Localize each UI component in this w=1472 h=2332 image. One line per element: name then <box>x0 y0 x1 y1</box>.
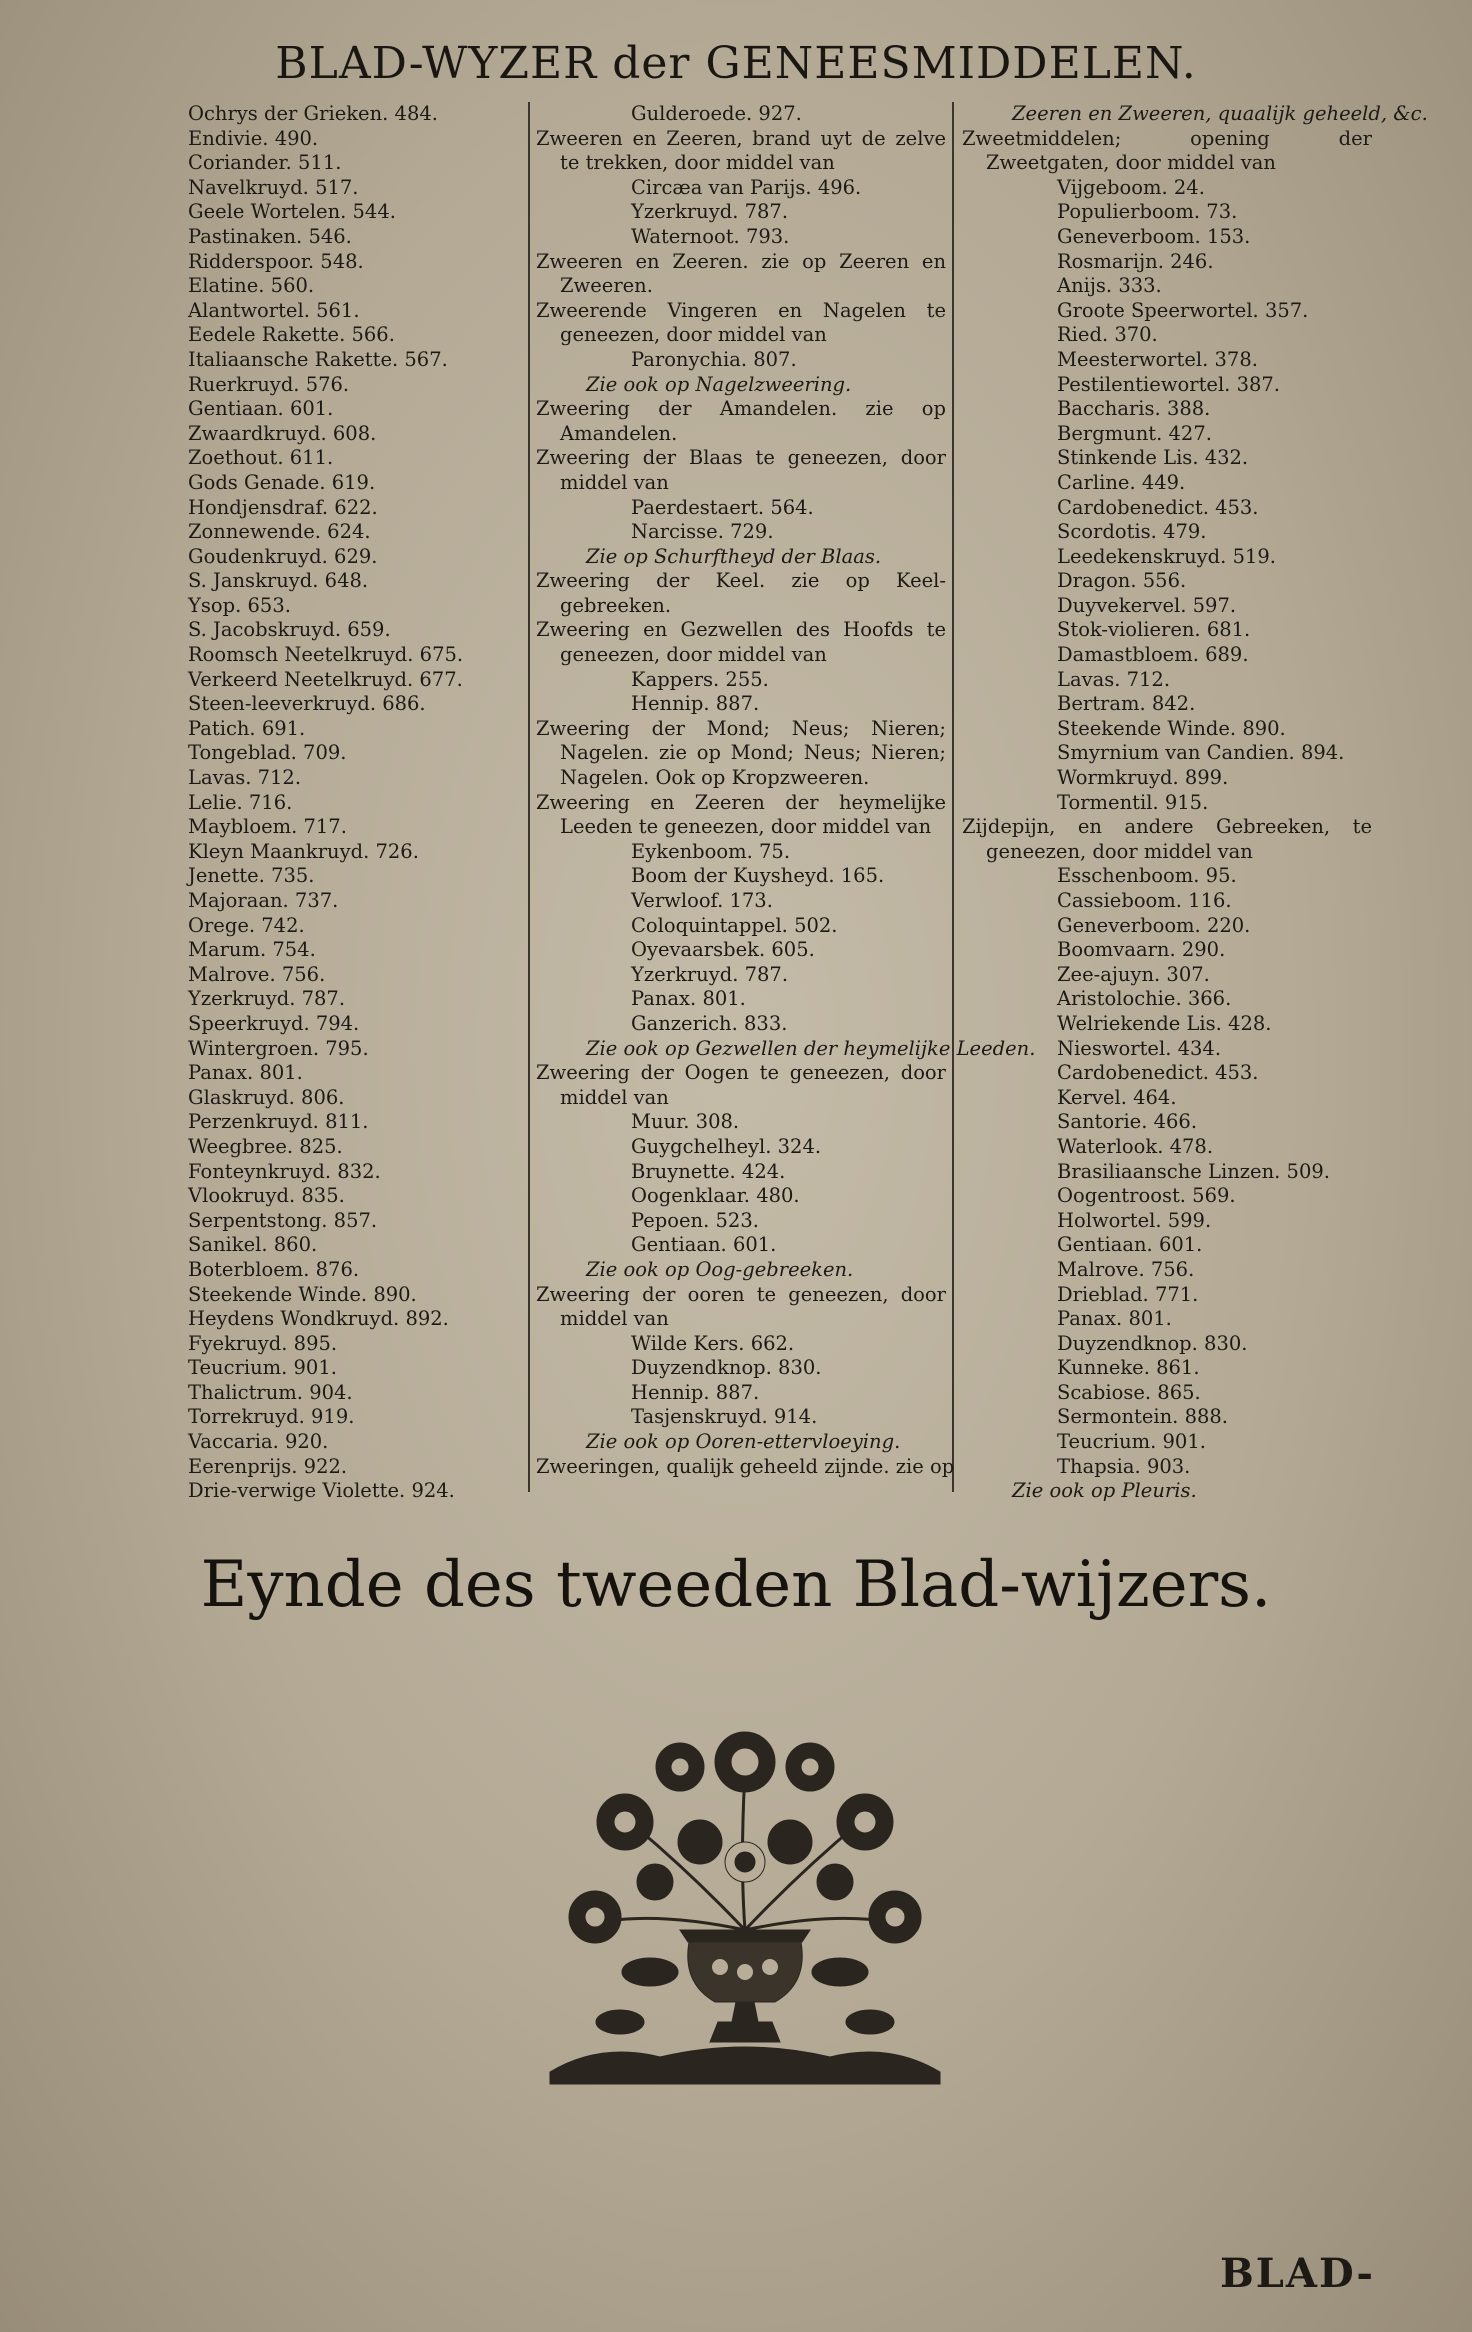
index-entry: Esschenboom. 95. <box>1057 864 1237 888</box>
index-column-3 <box>962 102 1428 1503</box>
index-entry: Zijdepijn, en andere Gebreeken, te geneezen, door middel van <box>962 815 1372 863</box>
index-entry: Drieblad. 771. <box>1057 1282 1199 1306</box>
index-entry: Zie ook op Ooren-ettervloeying. <box>586 1430 901 1454</box>
index-entry: Populierboom. 73. <box>1057 200 1238 224</box>
index-entry: Vaccaria. 920. <box>188 1430 329 1454</box>
index-entry: Guygchelheyl. 324. <box>631 1134 822 1158</box>
index-entry: Lavas. 712. <box>188 766 302 790</box>
index-entry: Leedekenskruyd. 519. <box>1057 544 1276 568</box>
index-entry: Zee-ajuyn. 307. <box>1057 962 1210 986</box>
index-entry: Ried. 370. <box>1057 323 1158 347</box>
index-entry: Vlookruyd. 835. <box>188 1184 345 1208</box>
index-entry: Eerenprijs. 922. <box>188 1454 348 1478</box>
index-entry: Zweeren en Zeeren. zie op Zeeren en Zweeren. <box>536 249 946 298</box>
index-entry: Aristolochie. 366. <box>1057 987 1232 1011</box>
index-entry: Patich. 691. <box>188 716 306 740</box>
index-entry: Lelie. 716. <box>188 790 293 814</box>
index-entry: Paronychia. 807. <box>631 347 797 371</box>
index-entry: Gods Genade. 619. <box>188 470 376 494</box>
index-entry: Yzerkruyd. 787. <box>188 987 346 1011</box>
index-entry: Zweeren en Zeeren, brand uyt de zelve te trekken, door middel van <box>536 126 946 175</box>
index-entry: Malrove. 756. <box>188 962 326 986</box>
index-entry: Hondjensdraf. 622. <box>188 495 378 519</box>
index-entry: Nieswortel. 434. <box>1057 1036 1222 1060</box>
index-entry: Teucrium. 901. <box>188 1356 337 1380</box>
index-entry: Thapsia. 903. <box>1057 1454 1191 1478</box>
index-entry: Navelkruyd. 517. <box>188 175 359 199</box>
index-entry: Majoraan. 737. <box>188 889 339 912</box>
index-entry: Goudenkruyd. 629. <box>188 544 378 568</box>
index-entry: Zweering der Keel. zie op Keel-gebreeken. <box>536 569 946 617</box>
index-entry: Verwloof. 173. <box>631 889 773 912</box>
index-entry: Eykenboom. 75. <box>631 839 791 863</box>
index-entry: Gentiaan. 601. <box>188 397 334 421</box>
index-entry: Duyzendknop. 830. <box>1057 1331 1248 1355</box>
index-entry: Ridderspoor. 548. <box>188 249 364 273</box>
index-entry: Pastinaken. 546. <box>188 224 352 248</box>
index-entry: Tormentil. 915. <box>1057 790 1209 814</box>
index-entry: Bertram. 842. <box>1057 692 1196 716</box>
index-entry: Ochrys der Grieken. 484. <box>188 102 438 125</box>
index-entry: Gentiaan. 601. <box>631 1233 777 1257</box>
index-entry: Zweering der Oogen te geneezen, door middel van <box>536 1061 946 1109</box>
index-entry: Endivie. 490. <box>188 126 319 150</box>
index-entry: Zweering der Amandelen. zie op Amandelen. <box>536 397 946 445</box>
index-entry: Geele Wortelen. 544. <box>188 200 396 224</box>
index-entry: Zie ook op Oog-gebreeken. <box>586 1257 854 1281</box>
index-entry: Perzenkruyd. 811. <box>188 1110 369 1134</box>
index-entry: Verkeerd Neetelkruyd. 677. <box>188 667 463 691</box>
index-entry: Fyekruyd. 895. <box>188 1331 338 1355</box>
index-entry: Lavas. 712. <box>1057 667 1171 691</box>
index-entry: Oyevaarsbek. 605. <box>631 938 815 962</box>
index-entry: Brasiliaansche Linzen. 509. <box>1057 1159 1330 1183</box>
index-entry: Teucrium. 901. <box>1057 1430 1206 1454</box>
index-entry: Malrove. 756. <box>1057 1257 1195 1281</box>
index-entry: Yzerkruyd. 787. <box>631 962 789 986</box>
index-entry: Elatine. 560. <box>188 274 315 298</box>
index-entry: Kervel. 464. <box>1057 1085 1177 1109</box>
index-entry: Kappers. 255. <box>631 667 769 691</box>
index-entry: Orege. 742. <box>188 913 305 937</box>
index-entry: Paerdestaert. 564. <box>631 495 814 519</box>
catchword: BLAD- <box>1220 2250 1375 2297</box>
index-entry: Holwortel. 599. <box>1057 1208 1212 1232</box>
index-entry: Zweerende Vingeren en Nagelen te geneezen, door middel van <box>536 298 946 347</box>
index-entry: Steekende Winde. 890. <box>1057 716 1286 740</box>
index-column-1 <box>188 102 508 1503</box>
index-entry: Steen-leeverkruyd. 686. <box>188 692 426 716</box>
index-entry: Kleyn Maankruyd. 726. <box>188 839 419 863</box>
index-entry: Zwaardkruyd. 608. <box>188 421 377 445</box>
index-entry: Zweering der ooren te geneezen, door middel van <box>536 1282 946 1331</box>
page-title: BLAD-WYZER der GENEESMIDDELEN. <box>275 38 1197 89</box>
index-entry: Drie-verwige Violette. 924. <box>188 1479 455 1503</box>
index-entry: Bruynette. 424. <box>631 1159 786 1183</box>
index-entry: Cardobenedict. 453. <box>1057 1061 1259 1085</box>
index-entry: Panax. 801. <box>1057 1307 1172 1331</box>
index-entry: Waterlook. 478. <box>1057 1134 1214 1158</box>
index-entry: Meesterwortel. 378. <box>1057 347 1258 371</box>
index-entry: Jenette. 735. <box>188 864 315 888</box>
index-entry: Boterbloem. 876. <box>188 1257 360 1281</box>
index-entry: Maybloem. 717. <box>188 815 347 839</box>
index-entry: Sanikel. 860. <box>188 1233 318 1257</box>
index-entry: Yzerkruyd. 787. <box>631 200 789 224</box>
index-entry: Coloquintappel. 502. <box>631 913 838 937</box>
index-entry: Muur. 308. <box>631 1110 740 1134</box>
index-entry: Vijgeboom. 24. <box>1057 175 1205 199</box>
index-entry: Boom der Kuysheyd. 165. <box>631 864 885 888</box>
index-entry: Narcisse. 729. <box>631 520 774 544</box>
index-entry: Smyrnium van Candien. 894. <box>1057 741 1345 765</box>
index-entry: Panax. 801. <box>188 1061 303 1085</box>
index-entry: Zonnewende. 624. <box>188 520 371 544</box>
index-entry: Oogentroost. 569. <box>1057 1184 1236 1208</box>
index-entry: Zweering der Mond; Neus; Nieren; Nagelen. zie op Mond; Neus; Nieren; Nagelen. Ook op Kropzweeren. <box>536 716 946 790</box>
index-entry: Serpentstong. 857. <box>188 1208 378 1232</box>
index-entry: Kunneke. 861. <box>1057 1356 1200 1380</box>
index-entry: Groote Speerwortel. 357. <box>1057 298 1309 322</box>
index-entry: S. Janskruyd. 648. <box>188 569 369 593</box>
index-entry: Stinkende Lis. 432. <box>1057 446 1249 470</box>
flower-vase-woodcut-icon <box>540 1712 950 2088</box>
index-entry: Heydens Wondkruyd. 892. <box>188 1307 449 1331</box>
index-entry: Rosmarijn. 246. <box>1057 249 1214 273</box>
index-entry: Thalictrum. 904. <box>188 1380 353 1404</box>
index-entry: Geneverboom. 153. <box>1057 224 1251 248</box>
index-entry: Waternoot. 793. <box>631 224 790 248</box>
index-entry: Zweering der Blaas te geneezen, door middel van <box>536 446 946 494</box>
index-entry: Ganzerich. 833. <box>631 1011 788 1035</box>
index-entry: Boomvaarn. 290. <box>1057 938 1226 962</box>
index-entry: Zweeringen, qualijk geheeld zijnde. zie op <box>536 1454 955 1478</box>
index-entry: Speerkruyd. 794. <box>188 1011 360 1035</box>
index-entry: Weegbree. 825. <box>188 1134 343 1158</box>
index-entry: Cardobenedict. 453. <box>1057 495 1259 519</box>
index-entry: Hennip. 887. <box>631 1380 760 1404</box>
index-entry: Geneverboom. 220. <box>1057 913 1251 937</box>
index-entry: Gentiaan. 601. <box>1057 1233 1203 1257</box>
index-entry: Coriander. 511. <box>188 151 342 175</box>
index-column-2 <box>528 102 1036 1492</box>
index-entry: Cassieboom. 116. <box>1057 889 1232 912</box>
index-entry: Zoethout. 611. <box>188 446 334 470</box>
index-entry: Anijs. 333. <box>1057 274 1162 298</box>
index-entry: Roomsch Neetelkruyd. 675. <box>188 643 464 667</box>
index-entry: Torrekruyd. 919. <box>188 1405 355 1429</box>
index-entry: Marum. 754. <box>188 938 316 962</box>
end-heading: Eynde des tweeden Blad-wijzers. <box>200 1548 1272 1622</box>
index-entry: Wintergroen. 795. <box>188 1036 369 1060</box>
index-entry: Ruerkruyd. 576. <box>188 372 350 396</box>
index-entry: Duyvekervel. 597. <box>1057 593 1237 617</box>
index-entry: Ysop. 653. <box>188 593 291 617</box>
index-entry: Hennip. 887. <box>631 692 760 716</box>
index-entry: Wormkruyd. 899. <box>1057 766 1229 790</box>
index-entry: Scordotis. 479. <box>1057 520 1207 544</box>
index-entry: Alantwortel. 561. <box>188 298 360 322</box>
index-entry: Circæa van Parijs. 496. <box>631 175 862 199</box>
index-entry: Oogenklaar. 480. <box>631 1184 800 1208</box>
index-entry: Scabiose. 865. <box>1057 1380 1201 1404</box>
index-entry: Wilde Kers. 662. <box>631 1331 795 1355</box>
index-entry: Zie op Schurftheyd der Blaas. <box>586 544 882 568</box>
index-entry: Carline. 449. <box>1057 470 1186 494</box>
index-entry: Steekende Winde. 890. <box>188 1282 417 1306</box>
index-entry: Tasjenskruyd. 914. <box>631 1405 818 1429</box>
index-entry: Zie ook op Gezwellen der heymelijke Leeden. <box>586 1036 1036 1060</box>
index-entry: Panax. 801. <box>631 987 746 1011</box>
index-entry: Pestilentiewortel. 387. <box>1057 372 1280 396</box>
index-entry: Tongeblad. 709. <box>188 741 347 765</box>
index-entry: Damastbloem. 689. <box>1057 643 1249 667</box>
index-entry: Glaskruyd. 806. <box>188 1085 345 1109</box>
index-entry: Dragon. 556. <box>1057 569 1187 593</box>
index-entry: Zweering en Zeeren der heymelijke Leeden te geneezen, door middel van <box>536 790 946 839</box>
index-entry: S. Jacobskruyd. 659. <box>188 618 391 642</box>
index-entry: Sermontein. 888. <box>1057 1405 1228 1429</box>
index-entry: Italiaansche Rakette. 567. <box>188 347 448 371</box>
index-entry: Stok-violieren. 681. <box>1057 618 1251 642</box>
index-entry: Zeeren en Zweeren, quaalijk geheeld, &c. <box>1012 102 1428 125</box>
index-entry: Fonteynkruyd. 832. <box>188 1159 381 1183</box>
index-entry: Pepoen. 523. <box>631 1208 759 1232</box>
index-entry: Zweetmiddelen; opening der Zweetgaten, door middel van <box>962 126 1372 175</box>
index-entry: Baccharis. 388. <box>1057 397 1211 421</box>
index-entry: Santorie. 466. <box>1057 1110 1198 1134</box>
index-entry: Zie ook op Nagelzweering. <box>586 372 852 396</box>
index-entry: Welriekende Lis. 428. <box>1057 1011 1272 1035</box>
index-entry: Duyzendknop. 830. <box>631 1356 822 1380</box>
index-entry: Eedele Rakette. 566. <box>188 323 395 347</box>
index-entry: Gulderoede. 927. <box>631 102 802 125</box>
index-entry: Bergmunt. 427. <box>1057 421 1212 445</box>
index-entry: Zweering en Gezwellen des Hoofds te geneezen, door middel van <box>536 618 946 667</box>
index-entry: Zie ook op Pleuris. <box>1012 1479 1197 1503</box>
